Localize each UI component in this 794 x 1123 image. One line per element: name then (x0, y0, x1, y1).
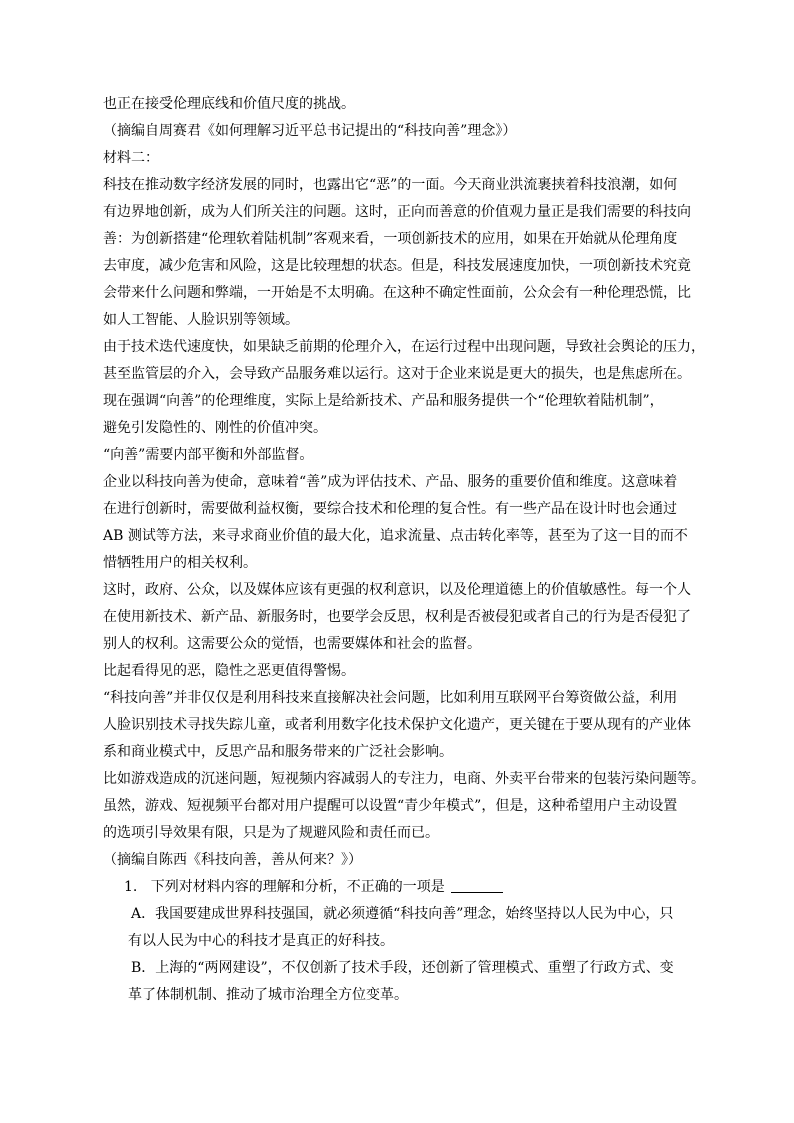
text-line: 会带来什么问题和弊端，一开始是不太明确。在这种不确定性面前，公众会有一种伦理恐慌，比 (103, 285, 691, 301)
question-stem: 下列对材料内容的理解和分析，不正确的一项是 (150, 879, 445, 895)
source-citation: （摘编自陈西《科技向善，善从何来？》） (103, 852, 362, 868)
text-line: 有边界地创新，成为人们所关注的问题。这时，正向而善意的价值观力量正是我们需要的科技向 (103, 204, 691, 220)
text-line: 去审度，减少危害和风险，这是比较理想的状态。但是，科技发展速度加快，一项创新技术究竟 (103, 258, 691, 274)
text-line: AB 测试等方法，来寻求商业价值的最大化，追求流量、点击转化率等，甚至为了这一目的而不 (103, 528, 688, 544)
text-line: 别人的权利。这需要公众的觉悟，也需要媒体和社会的监督。 (103, 636, 481, 652)
text-line: 如人工智能、人脸识别等领域。 (103, 312, 299, 328)
text-line: 比如游戏造成的沉迷问题，短视频内容减弱人的专注力，电商、外卖平台带来的包装污染问题等。 (103, 771, 705, 787)
text-line: 比起看得见的恶，隐性之恶更值得警惕。 (103, 663, 355, 679)
text-line: 现在强调“向善”的伦理维度，实际上是给新技术、产品和服务提供一个“伦理软着陆机制”， (103, 393, 664, 409)
text-line: “科技向善”并非仅仅是利用科技来直接解决社会问题，比如利用互联网平台筹资做公益，利用 (103, 690, 678, 706)
text-line: 系和商业模式中，反思产品和服务带来的广泛社会影响。 (103, 744, 453, 760)
answer-blank (451, 880, 503, 893)
text-line: 人脸识别技术寻找失踪儿童，或者利用数字化技术保护文化遗产，更关键在于要从现有的产业体 (103, 717, 691, 733)
text-line: 甚至监管层的介入，会导致产品服务难以运行。这对于企业来说是更大的损失，也是焦虑所在。 (103, 366, 691, 382)
text-line: 善：为创新搭建“伦理软着陆机制”客观来看，一项创新技术的应用，如果在开始就从伦理角度 (103, 231, 678, 247)
text-line: 在进行创新时，需要做利益权衡，要综合技术和伦理的复合性。有一些产品在设计时也会通过 (103, 501, 677, 517)
option-a-line-2: 有以人民为中心的科技才是真正的好科技。 (128, 933, 394, 949)
text-line: 避免引发隐性的、刚性的价值冲突。 (103, 420, 327, 436)
text-line: 的选项引导效果有限，只是为了规避风险和责任而已。 (103, 825, 439, 841)
text-line: “向善”需要内部平衡和外部监督。 (103, 447, 314, 463)
text-line: 虽然，游戏、短视频平台都对用户提醒可以设置“青少年模式”，但是，这种希望用户主动设置 (103, 798, 678, 814)
question-1 (124, 879, 503, 895)
source-citation: （摘编自周赛君《如何理解习近平总书记提出的“科技向善”理念》） (103, 123, 517, 139)
question-number: 1. (124, 879, 138, 895)
text-line: 在使用新技术、新产品、新服务时，也要学会反思，权利是否被侵犯或者自己的行为是否侵犯了 (103, 609, 691, 625)
text-line: 由于技术迭代速度快，如果缺乏前期的伦理介入，在运行过程中出现问题，导致社会舆论的压力， (103, 339, 705, 355)
option-b-line-2: 革了体制机制、推动了城市治理全方位变革。 (128, 987, 408, 1003)
text-line: 科技在推动数字经济发展的同时，也露出它“恶”的一面。今天商业洪流裹挟着科技浪潮，如何 (103, 177, 678, 193)
text-line: 企业以科技向善为使命，意味着“善”成为评估技术、产品、服务的重要价值和维度。这意味着 (103, 474, 678, 490)
option-a-line-1: A．我国要建成世界科技强国，就必须遵循“科技向善”理念，始终坚持以人民为中心，只 (131, 906, 674, 922)
text-line: 这时，政府、公众，以及媒体应该有更强的权利意识，以及伦理道德上的价值敏感性。每一个人 (103, 582, 691, 598)
section-heading: 材料二： (103, 150, 159, 166)
text-line: 也正在接受伦理底线和价值尺度的挑战。 (103, 96, 355, 112)
option-b-line-1: B．上海的“两网建设”，不仅创新了技术手段，还创新了管理模式、重塑了行政方式、变 (131, 960, 674, 976)
text-line: 惜牺牲用户的相关权利。 (103, 555, 257, 571)
